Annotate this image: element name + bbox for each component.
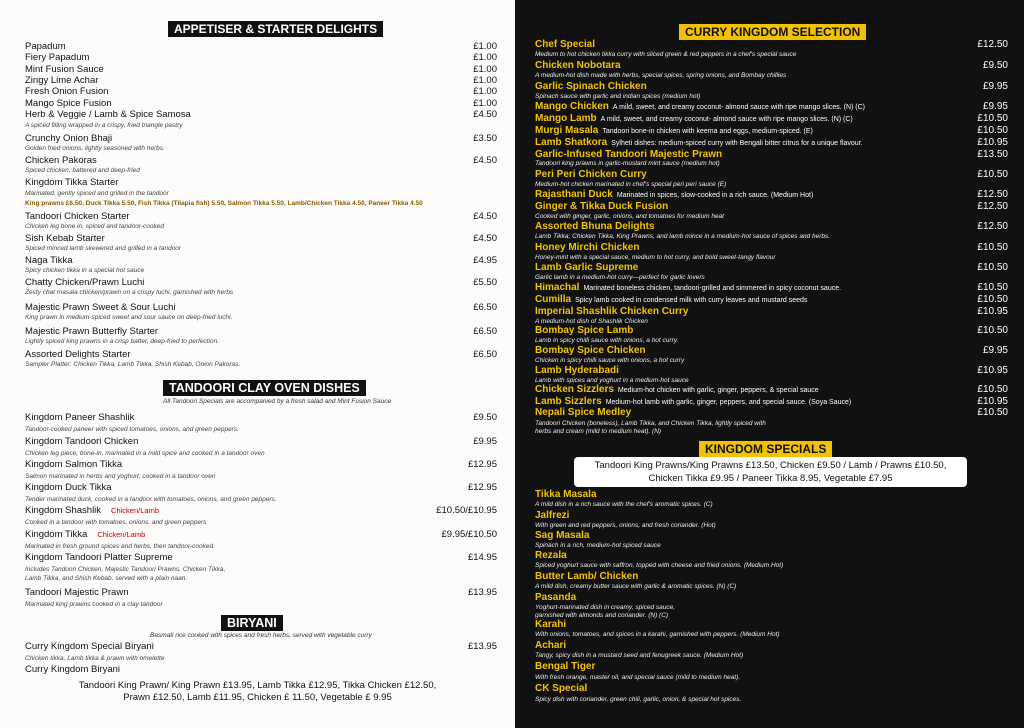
- item-name: Kingdom Tikka Starter: [25, 177, 119, 188]
- item-price: £4.95: [473, 255, 497, 266]
- item-desc: With green and red peppers, onions, and fresh coriander. (Hot): [535, 522, 716, 529]
- item-desc: Medium-hot chicken with garlic, ginger, peppers, & special sauce: [617, 387, 819, 394]
- item-price: £1.00: [473, 75, 497, 86]
- item-desc: Chicken leg bone in, spiced and tandoor-cooked: [25, 223, 165, 230]
- biryani-options-1: Tandoori King Prawn/ King Prawn £13.95, Lamb Tikka £12.95, Tikka Chicken £12.50,: [78, 680, 437, 691]
- item-desc: Chicken tikka, Lamb tikka & prawn with omelette: [25, 655, 165, 662]
- item-desc: garnished with almonds and coriander. (N) (C): [535, 612, 669, 619]
- section-title-specials: KINGDOM SPECIALS: [699, 441, 832, 457]
- item-desc: Spinach sauce with garlic and indian spices (medium hot): [535, 93, 701, 100]
- item-price: £10.50: [977, 282, 1008, 293]
- item-name: Chef Special: [535, 39, 596, 50]
- item-desc: herbs and cream (mild to medium heat). (N): [535, 428, 662, 435]
- item-name: Lamb Hyderabadi: [535, 365, 619, 376]
- item-price: £9.95: [473, 436, 497, 447]
- item-price: £10.50: [977, 262, 1008, 273]
- item-price: £1.00: [473, 64, 497, 75]
- item-price: £6.50: [473, 349, 497, 360]
- item-desc: A mild dish, creamy butter sauce with garlic & aromatic spices. (N) (C): [535, 583, 737, 590]
- item-price: £1.00: [473, 86, 497, 97]
- section-title-starters: APPETISER & STARTER DELIGHTS: [168, 21, 383, 37]
- item-name: Chatty Chicken/Prawn Luchi: [25, 277, 145, 288]
- item-name-row: [25, 529, 145, 540]
- item-name: Papadum: [25, 41, 66, 52]
- item-price: £10.50: [977, 294, 1008, 305]
- item-desc: Golden fried onions, lightly seasoned with herbs.: [25, 145, 165, 152]
- item-desc: Cooked with ginger, garlic, onions, and tomatoes for medium heat: [535, 213, 724, 220]
- item-name: Rezala: [535, 550, 567, 561]
- item-desc: Lamb in spicy chilli sauce with onions, a hot curry.: [535, 337, 679, 344]
- item-name: Mango Chicken: [535, 101, 609, 112]
- item-price: £6.50: [473, 302, 497, 313]
- item-price: £10.50: [977, 242, 1008, 253]
- item-desc: Marinated king prawns cooked in a clay tandoor: [25, 601, 163, 608]
- item-desc: A medium-hot dish of Shashlik Chicken: [535, 318, 648, 325]
- item-name: Cumilla: [535, 294, 572, 305]
- item-desc: Marinated, gently spiced and grilled in the tandoor: [25, 190, 169, 197]
- item-name: Imperial Shashlik Chicken Curry: [535, 306, 689, 317]
- section-title-biryani: BIRYANI: [221, 615, 283, 631]
- item-name: Nepali Spice Medley: [535, 407, 632, 418]
- item-desc: Sylheti dishes: medium-spiced curry with Bengali bitter citrus for a unique flavour.: [611, 140, 863, 147]
- item-desc: Lamb with spices and yoghurt in a medium-hot sauce: [535, 377, 689, 384]
- section-title-selection: CURRY KINGDOM SELECTION: [679, 24, 866, 40]
- item-price: £10.50: [977, 169, 1008, 180]
- item-price: £1.00: [473, 98, 497, 109]
- item-desc: Medium-hot chicken marinated in chef's special peri peri sauce (E): [535, 181, 727, 188]
- item-desc: Spiced yoghurt sauce with saffron, topped with cheese and fried onions. (Medium Hot): [535, 562, 784, 569]
- item-desc: Marinated in fresh ground spices and herbs, then tandoor-cooked: [25, 543, 214, 550]
- item-name: Herb & Veggie / Lamb & Spice Samosa: [25, 109, 191, 120]
- item-name: Curry Kingdom Special Biryani: [25, 641, 154, 652]
- item-name: Mint Fusion Sauce: [25, 64, 104, 75]
- item-desc: Lightly spiced king prawns in a crisp batter, deep-fried to perfection.: [25, 338, 220, 345]
- item-name: Chicken Nobotara: [535, 60, 621, 71]
- item-desc: Lamb Tikka, Chicken Tikka, King Prawns, and lamb mince in a medium-hot sauce of spices and herbs.: [535, 233, 831, 240]
- tandoori-note: All Tandoori Specials are accompanied by a fresh salad and Mint Fusion Sauce: [163, 398, 392, 405]
- item-desc: Tandoor-cooked paneer with spiced tomatoes, onions, and green peppers.: [25, 426, 239, 433]
- item-name: Achari: [535, 640, 567, 651]
- item-price: £9.95/£10.50: [441, 529, 497, 540]
- item-price: £10.50: [977, 407, 1008, 418]
- item-desc: Salmon marinated in herbs and yoghurt, cooked in a tandoor oven: [25, 473, 216, 480]
- item-desc: Tandoori bone-in chicken with keema and eggs, medium-spiced. (E): [602, 128, 813, 135]
- item-name: Kingdom Salmon Tikka: [25, 459, 123, 470]
- item-price: £4.50: [473, 233, 497, 244]
- item-price: £12.50: [977, 221, 1008, 232]
- item-name: Lamb Sizzlers: [535, 396, 602, 407]
- item-name: Majestic Prawn Butterfly Starter: [25, 326, 159, 337]
- item-price: £9.50: [473, 412, 497, 423]
- item-tag: Chicken/Lamb: [97, 530, 146, 539]
- item-name: Kingdom Tikka: [25, 529, 88, 540]
- item-price: £10.50: [977, 125, 1008, 136]
- item-desc: Zesty chat masala chicken/prawn on a crispy luchi, garnished with herbs: [25, 289, 234, 296]
- item-desc: A spiced filling wrapped in a crispy, fried triangle pastry: [25, 122, 183, 129]
- item-name: Murgi Masala: [535, 125, 599, 136]
- specials-prices-1: Tandoori King Prawns/King Prawns £13.50, Chicken £9.50 / Lamb / Prawns £10.50,: [594, 460, 947, 471]
- item-desc: Cooked in a tandoor with tomatoes, onions, and green peppers: [25, 519, 207, 526]
- item-desc: Chicken leg piece, bone-in, marinated in a mild spice and cooked in a tandoor oven: [25, 450, 265, 457]
- item-desc: Spinach in a rich, medium-hot spiced sauce: [535, 542, 661, 549]
- item-name: Zingy Lime Achar: [25, 75, 99, 86]
- item-price: £9.95: [982, 345, 1008, 356]
- item-name: Kingdom Tandoori Platter Supreme: [25, 552, 173, 563]
- item-desc: Medium to hot chicken tikka curry with sliced green & red peppers in a chef's special sauce: [535, 51, 797, 58]
- item-price: £9.50: [982, 60, 1008, 71]
- item-name: Crunchy Onion Bhaji: [25, 133, 113, 144]
- item-name: CK Special: [535, 683, 588, 694]
- item-price: £12.50: [977, 39, 1008, 50]
- item-name: Bengal Tiger: [535, 661, 596, 672]
- item-tag: Chicken/Lamb: [111, 506, 159, 515]
- item-name: Tandoori Chicken Starter: [25, 211, 130, 222]
- item-name: Chicken Sizzlers: [535, 384, 614, 395]
- item-price: £1.00: [473, 52, 497, 63]
- item-desc: Spicy dish with coriander, green chili, garlic, onion, & special hot spices.: [535, 696, 742, 703]
- item-desc: A mild, sweet, and creamy coconut- almond sauce with ripe mango slices. (N) (C): [612, 104, 866, 111]
- item-price: £10.95: [977, 306, 1008, 317]
- item-price: £4.50: [473, 155, 497, 166]
- item-price: £10.50/£10.95: [436, 505, 497, 516]
- item-desc: Medium-hot lamb with garlic, ginger, peppers, and special sauce. (Soya Sauce): [605, 399, 852, 406]
- item-name: Bombay Spice Lamb: [535, 325, 634, 336]
- item-price: £9.95: [982, 81, 1008, 92]
- item-name: Sag Masala: [535, 530, 590, 541]
- item-name: Kingdom Tandoori Chicken: [25, 436, 139, 447]
- item-desc: Sampler Platter: Chicken Tikka, Lamb Tikka, Shish Kebab, Onion Pakoras.: [25, 361, 241, 368]
- item-price: £10.50: [977, 325, 1008, 336]
- item-name: Naga Tikka: [25, 255, 73, 266]
- item-name: Sish Kebab Starter: [25, 233, 105, 244]
- item-name: Kingdom Shashlik: [25, 505, 102, 516]
- item-desc: Marinated in spices, slow-cooked in a rich sauce. (Medium Hot): [616, 192, 814, 199]
- item-name: Himachal: [535, 282, 580, 293]
- item-price: £13.50: [977, 149, 1008, 160]
- specials-prices-2: Chicken Tikka £9.95 / Paneer Tikka 8.95, Vegetable £7.95: [648, 473, 893, 484]
- item-desc: Chicken in spicy chilli sauce with onions, a hot curry: [535, 357, 685, 364]
- item-desc: With onions, tomatoes, and spices in a karahi, garnished with peppers. (Medium Hot): [535, 631, 780, 638]
- item-name: Bombay Spice Chicken: [535, 345, 646, 356]
- item-name: Garlic-Infused Tandoori Majestic Prawn: [535, 149, 723, 160]
- item-desc: Includes Tandoori Chicken, Majestic Tandoori Prawns, Chicken Tikka,: [25, 566, 226, 573]
- item-price: £10.95: [977, 396, 1008, 407]
- item-name: Kingdom Duck Tikka: [25, 482, 112, 493]
- item-price: £12.95: [467, 459, 497, 470]
- item-name: Tikka Masala: [535, 489, 597, 500]
- item-price: £9.95: [982, 101, 1008, 112]
- item-name: Majestic Prawn Sweet & Sour Luchi: [25, 302, 176, 313]
- item-price: £1.00: [473, 41, 497, 52]
- item-desc: Yoghurt-marinated dish in creamy, spiced sauce,: [535, 604, 676, 611]
- item-name: Ginger & Tikka Duck Fusion: [535, 201, 669, 212]
- item-price: £14.95: [467, 552, 497, 563]
- item-price: £12.50: [977, 201, 1008, 212]
- item-desc: Tangy, spicy dish in a mustard seed and fenugreek sauce. (Medium Hot): [535, 652, 744, 659]
- tikka-options: King prawns £6.50, Duck Tikka 5.50, Fish Tikka (Tilapia fish) 5.50, Salmon Tikka 5.50, Lamb/Chicken Tikka 4.50, Paneer Tikka 4.50: [25, 200, 423, 207]
- item-desc: A medium-hot dish made with herbs, special spices, spring onions, and Bombay chillies: [535, 72, 787, 79]
- item-desc: With fresh orange, master oil, and special sauce (mild to medium heat).: [535, 674, 741, 681]
- item-price: £12.95: [467, 482, 497, 493]
- item-name: Curry Kingdom Biryani: [25, 664, 121, 675]
- section-title-tandoori: TANDOORI CLAY OVEN DISHES: [163, 380, 366, 396]
- specials-price-box: [574, 457, 967, 487]
- biryani-options-2: Prawn £12.50, Lamb £11.95, Chicken £ 11.50, Vegetable £ 9.95: [123, 692, 392, 703]
- item-desc: King prawn in medium-spiced sweet and sour sauce on deep-fried luchi.: [25, 314, 233, 321]
- item-desc: Spiced chicken, battered and deep-fried: [25, 167, 140, 174]
- item-price: £13.95: [467, 587, 497, 598]
- item-desc: Spicy lamb cooked in condensed milk with curry leaves and mustard seeds: [575, 297, 808, 304]
- item-desc: Tandoori Chicken (boneless), Lamb Tikka, and Chicken Tikka, lightly spiced with: [535, 420, 766, 427]
- item-desc: Marinated boneless chicken, tandoori-grilled and simmered in spicy coconut sauce.: [583, 285, 842, 292]
- right-panel: [515, 0, 1024, 728]
- item-name: Pasanda: [535, 592, 577, 603]
- item-name: Peri Peri Chicken Curry: [535, 169, 647, 180]
- item-name: Mango Spice Fusion: [25, 98, 112, 109]
- item-price: £4.50: [473, 109, 497, 120]
- item-name: Garlic Spinach Chicken: [535, 81, 647, 92]
- item-desc: A mild, sweet, and creamy coconut- almond sauce with ripe mango slices. (N) (C): [600, 116, 853, 123]
- item-desc: Lamb Tikka, and Shish Kebab, served with a plain naan.: [25, 575, 188, 582]
- item-name: Tandoori Majestic Prawn: [25, 587, 129, 598]
- item-price: £10.50: [977, 384, 1008, 395]
- item-name: Chicken Pakoras: [25, 155, 97, 166]
- item-price: £6.50: [473, 326, 497, 337]
- item-name: Butter Lamb/ Chicken: [535, 571, 639, 582]
- item-desc: Spicy chicken tikka in a special hot sauce: [25, 267, 145, 274]
- item-price: £10.95: [977, 137, 1008, 148]
- item-name: Fiery Papadum: [25, 52, 90, 63]
- item-desc: Garlic lamb in a medium-hot curry—perfect for garlic lovers: [535, 274, 705, 281]
- biryani-note: Basmati rice cooked with spices and fresh herbs, served with vegetable curry: [150, 632, 372, 639]
- item-name: Lamb Garlic Supreme: [535, 262, 639, 273]
- item-desc: A mild dish in a rich sauce with the chef's aromatic spices. (C): [535, 501, 713, 508]
- item-price: £10.95: [977, 365, 1008, 376]
- item-desc: Tandoori king prawns in garlic-mustard mint sauce (medium hot): [535, 160, 720, 167]
- item-price: £10.50: [977, 113, 1008, 124]
- item-desc: Spiced minced lamb skewered and grilled in a tandoor: [25, 245, 182, 252]
- item-price: £13.95: [467, 641, 497, 652]
- item-desc: Honey-mint with a special sauce, medium to hot curry, and bold sweet-tangy flavour: [535, 254, 776, 261]
- item-name: Honey Mirchi Chicken: [535, 242, 640, 253]
- item-price: £3.50: [473, 133, 497, 144]
- item-name: Assorted Bhuna Delights: [535, 221, 655, 232]
- item-price: £12.50: [977, 189, 1008, 200]
- item-name: Jalfrezi: [535, 510, 570, 521]
- item-name: Assorted Delights Starter: [25, 349, 131, 360]
- item-price: £4.50: [473, 211, 497, 222]
- item-name: Rajasthani Duck: [535, 189, 613, 200]
- item-desc: Tender marinated duck, cooked in a tandoor with tomatoes, onions, and green peppers.: [25, 496, 277, 503]
- item-name: Kingdom Paneer Shashlik: [25, 412, 135, 423]
- item-name: Karahi: [535, 619, 567, 630]
- item-name: Lamb Shatkora: [535, 137, 608, 148]
- item-price: £5.50: [473, 277, 497, 288]
- item-name-row: [25, 505, 159, 516]
- item-name: Mango Lamb: [535, 113, 597, 124]
- item-name: Fresh Onion Fusion: [25, 86, 109, 97]
